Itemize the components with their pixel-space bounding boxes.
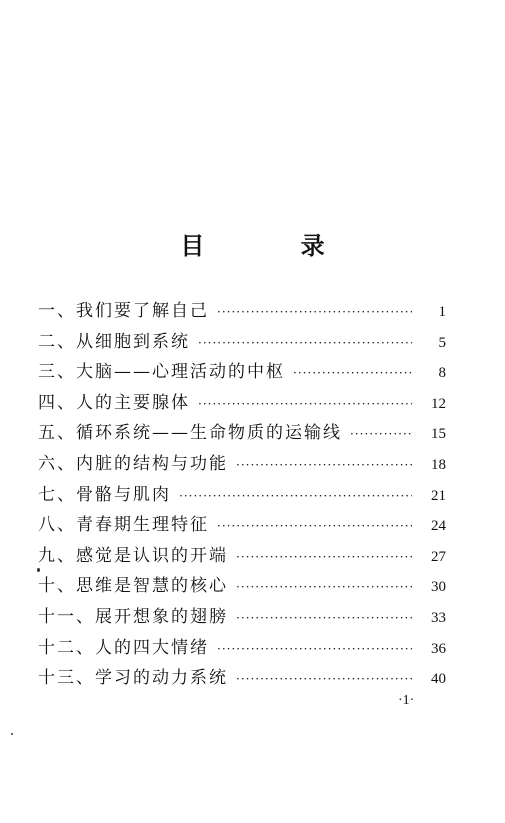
dot-leader bbox=[236, 672, 412, 686]
dot-leader bbox=[217, 519, 412, 533]
dot-leader bbox=[236, 580, 412, 594]
ink-speck bbox=[11, 733, 13, 735]
toc-entry[interactable] bbox=[38, 449, 446, 480]
toc-entry[interactable] bbox=[38, 602, 446, 633]
toc-entry-page: 36 bbox=[431, 640, 446, 657]
dot-leader bbox=[236, 611, 412, 625]
toc-entry-page: 21 bbox=[431, 487, 446, 504]
toc-entry-title: 五、循环系统——生命物质的运输线 bbox=[38, 423, 342, 444]
toc-entry[interactable] bbox=[38, 571, 446, 602]
toc-entry-title: 二、从细胞到系统 bbox=[38, 331, 190, 352]
toc-entry-title: 六、内脏的结构与功能 bbox=[38, 453, 228, 474]
ink-speck bbox=[37, 568, 40, 572]
dot-leader bbox=[198, 397, 412, 411]
toc-entry-page: 8 bbox=[438, 365, 446, 382]
toc-entry-title: 十三、学习的动力系统 bbox=[38, 668, 228, 689]
toc-entry[interactable] bbox=[38, 418, 446, 449]
toc-entry-title: 十二、人的四大情绪 bbox=[38, 637, 209, 658]
toc-entry-page: 24 bbox=[431, 518, 446, 535]
toc-entry-page: 18 bbox=[431, 456, 446, 473]
toc-entry[interactable] bbox=[38, 541, 446, 572]
toc-entry-page: 1 bbox=[438, 304, 446, 320]
toc-entry-title: 十、思维是智慧的核心 bbox=[38, 576, 228, 597]
dot-leader bbox=[217, 305, 412, 319]
toc-entry-page: 15 bbox=[431, 426, 446, 443]
toc-entry-title: 一、我们要了解自己 bbox=[38, 301, 209, 321]
dot-leader bbox=[198, 336, 412, 350]
toc-entry-page: 12 bbox=[431, 395, 446, 412]
toc-entry-title: 七、骨骼与肌肉 bbox=[38, 484, 171, 505]
toc-entry[interactable] bbox=[38, 663, 446, 694]
page-title: 目 录 bbox=[180, 232, 369, 260]
page-number: ·1· bbox=[398, 693, 415, 708]
toc-entry-page: 33 bbox=[431, 609, 446, 626]
toc-entry-title: 九、感觉是认识的开端 bbox=[38, 545, 228, 566]
dot-leader bbox=[236, 458, 412, 472]
table-of-contents bbox=[38, 296, 446, 694]
toc-entry-page: 30 bbox=[431, 579, 446, 596]
dot-leader bbox=[236, 550, 412, 564]
dot-leader bbox=[350, 427, 412, 441]
toc-entry-title: 四、人的主要腺体 bbox=[38, 392, 190, 413]
toc-entry[interactable] bbox=[38, 388, 446, 419]
toc-entry-title: 八、青春期生理特征 bbox=[38, 515, 209, 536]
toc-entry[interactable] bbox=[38, 296, 446, 327]
toc-entry[interactable] bbox=[38, 510, 446, 541]
toc-entry-page: 27 bbox=[431, 548, 446, 565]
dot-leader bbox=[293, 366, 412, 380]
dot-leader bbox=[217, 642, 412, 656]
toc-entry-title: 三、大脑——心理活动的中枢 bbox=[38, 362, 285, 383]
toc-entry[interactable] bbox=[38, 633, 446, 664]
toc-entry-title: 十一、展开想象的翅膀 bbox=[38, 606, 228, 627]
toc-entry[interactable] bbox=[38, 327, 446, 358]
toc-entry-page: 40 bbox=[431, 671, 446, 688]
toc-entry-page: 5 bbox=[438, 334, 446, 351]
dot-leader bbox=[179, 489, 412, 503]
toc-entry[interactable] bbox=[38, 480, 446, 511]
toc-entry[interactable] bbox=[38, 357, 446, 388]
